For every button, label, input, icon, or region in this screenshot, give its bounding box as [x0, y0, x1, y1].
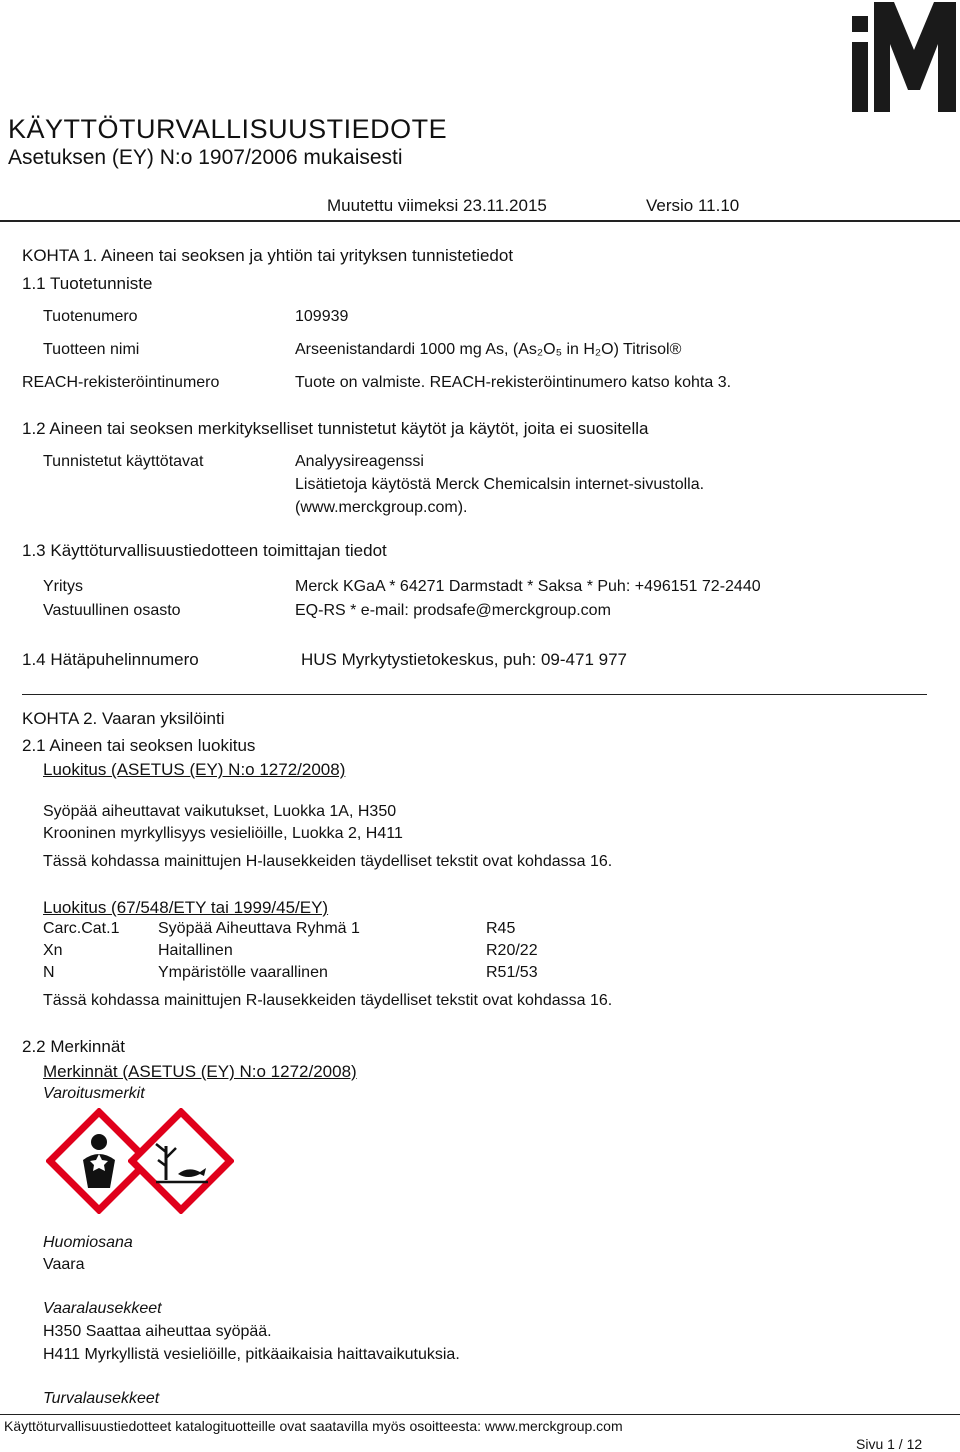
dsd-note: Tässä kohdassa mainittujen R-lausekkeiden täydelliset tekstit ovat kohdassa 16.: [43, 992, 613, 1009]
clp-note: Tässä kohdassa mainittujen H-lausekkeiden täydelliset tekstit ovat kohdassa 16.: [43, 853, 613, 870]
footer-text: Käyttöturvallisuustiedotteet katalogituotteille ovat saatavilla myös osoitteesta: www.merckgroup.com: [4, 1418, 623, 1434]
uses-line-2: Lisätietoja käytöstä Merck Chemicalsin internet-sivustolla.: [295, 476, 705, 493]
emergency-label: 1.4 Hätäpuhelinnumero: [22, 650, 199, 669]
uses-label: Tunnistetut käyttötavat: [43, 453, 204, 470]
document-title: KÄYTTÖTURVALLISUUSTIEDOTE: [8, 114, 448, 144]
section-1-1-title: 1.1 Tuotetunniste: [22, 274, 153, 293]
dsd-row-3-desc: Ympäristölle vaarallinen: [158, 964, 328, 981]
version: Versio 11.10: [646, 196, 740, 215]
uses-line-3: (www.merckgroup.com).: [295, 499, 468, 516]
hazard-statement-1: H350 Saattaa aiheuttaa syöpää.: [43, 1323, 272, 1340]
section-divider: [22, 694, 927, 695]
product-no-label: Tuotenumero: [43, 308, 138, 325]
product-name-value: Arseenistandardi 1000 mg As, (As₂O₅ in H₂O) Titrisol®: [295, 341, 682, 358]
precautionary-statements-label: Turvalausekkeet: [43, 1390, 160, 1407]
signal-word-label: Huomiosana: [43, 1234, 133, 1251]
dsd-classification-title: Luokitus (67/548/ETY tai 1999/45/EY): [43, 898, 329, 917]
merck-logo: [852, 2, 958, 112]
dsd-row-1-r: R45: [486, 920, 516, 937]
dsd-row-2-desc: Haitallinen: [158, 942, 233, 959]
header-divider: [0, 220, 960, 222]
clp-line-1: Syöpää aiheuttavat vaikutukset, Luokka 1A, H350: [43, 803, 397, 820]
label-elements-title: Merkinnät (ASETUS (EY) N:o 1272/2008): [43, 1062, 357, 1081]
dept-label: Vastuullinen osasto: [43, 602, 181, 619]
dsd-row-3-code: N: [43, 964, 55, 981]
clp-classification-title: Luokitus (ASETUS (EY) N:o 1272/2008): [43, 760, 346, 779]
revised-date: Muutettu viimeksi 23.11.2015: [327, 196, 547, 215]
section-2-1-title: 2.1 Aineen tai seoksen luokitus: [22, 736, 256, 755]
environment-hazard-icon: [128, 1108, 234, 1214]
section-2-2-title: 2.2 Merkinnät: [22, 1037, 125, 1056]
reach-label: REACH-rekisteröintinumero: [22, 374, 220, 391]
dsd-row-1-code: Carc.Cat.1: [43, 920, 120, 937]
pictograms-label: Varoitusmerkit: [43, 1085, 145, 1102]
product-name-label: Tuotteen nimi: [43, 341, 140, 358]
footer-divider: [0, 1414, 960, 1415]
page-number: Sivu 1 / 12: [856, 1436, 923, 1452]
section-1-3-title: 1.3 Käyttöturvallisuustiedotteen toimittajan tiedot: [22, 541, 387, 560]
dsd-row-3-r: R51/53: [486, 964, 538, 981]
hazard-statement-2: H411 Myrkyllistä vesieliöille, pitkäaikaisia haittavaikutuksia.: [43, 1346, 460, 1363]
company-value: Merck KGaA * 64271 Darmstadt * Saksa * Puh: +496151 72-2440: [295, 578, 761, 595]
signal-word: Vaara: [43, 1256, 85, 1273]
dept-value: EQ-RS * e-mail: prodsafe@merckgroup.com: [295, 602, 611, 619]
clp-line-2: Krooninen myrkyllisyys vesieliöille, Luokka 2, H411: [43, 825, 403, 842]
section1-title: KOHTA 1. Aineen tai seoksen ja yhtiön tai yrityksen tunnistetiedot: [22, 246, 514, 265]
hazard-statements-label: Vaaralausekkeet: [43, 1300, 162, 1317]
section-1-2-title: 1.2 Aineen tai seoksen merkitykselliset tunnistetut käytöt ja käytöt, joita ei suositella: [22, 419, 649, 438]
company-label: Yritys: [43, 578, 83, 595]
dsd-row-2-r: R20/22: [486, 942, 538, 959]
dsd-row-1-desc: Syöpää Aiheuttava Ryhmä 1: [158, 920, 360, 937]
uses-line-1: Analyysireagenssi: [295, 453, 424, 470]
dsd-row-2-code: Xn: [43, 942, 63, 959]
section2-title: KOHTA 2. Vaaran yksilöinti: [22, 709, 225, 728]
reach-value: Tuote on valmiste. REACH-rekisteröintinumero katso kohta 3.: [295, 374, 732, 391]
emergency-value: HUS Myrkytystietokeskus, puh: 09-471 977: [301, 650, 627, 669]
product-no-value: 109939: [295, 308, 349, 325]
document-subtitle: Asetuksen (EY) N:o 1907/2006 mukaisesti: [8, 146, 403, 169]
